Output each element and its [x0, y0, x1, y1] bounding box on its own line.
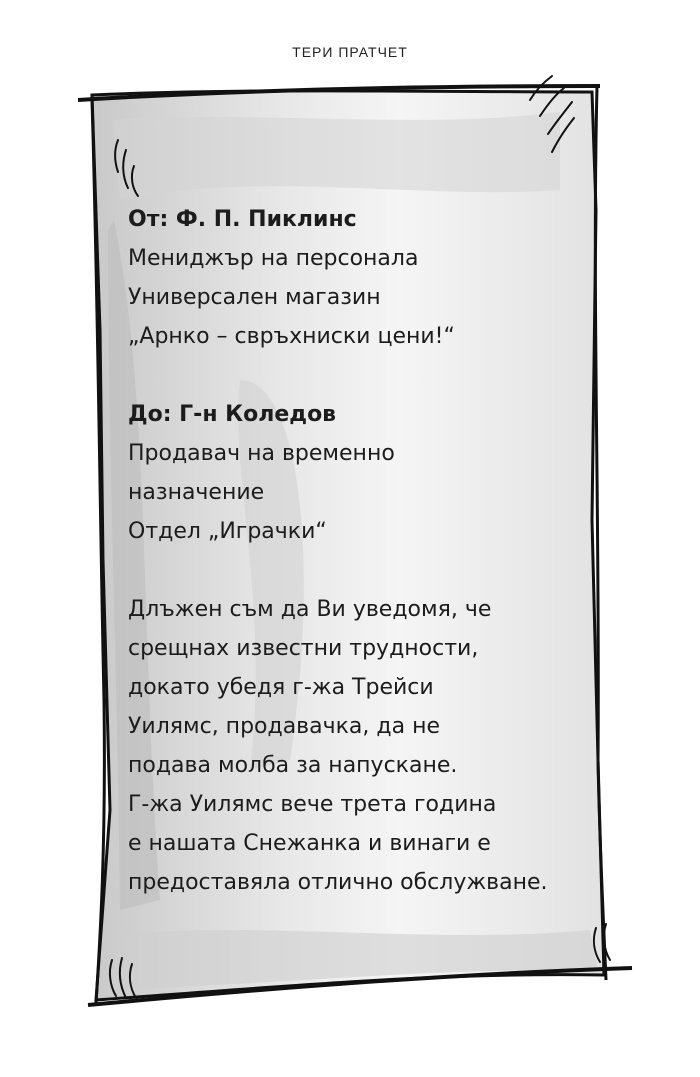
- body-line: Уилямс, продавачка, да не: [128, 714, 440, 739]
- sender-line: Мениджър на персонала: [128, 246, 419, 271]
- recipient-line: Продавач на временно: [128, 441, 395, 466]
- brush-wash-top: [112, 112, 560, 200]
- body-line: подава молба за напускане.: [128, 753, 458, 778]
- paragraph-gap: [128, 356, 628, 395]
- body-line: Длъжен съм да Ви уведомя, че: [128, 597, 492, 622]
- body-line: докато убедя г-жа Трейси: [128, 675, 434, 700]
- letter-text: [128, 200, 628, 902]
- sender-line: Универсален магазин: [128, 285, 381, 310]
- running-head: ТЕРИ ПРАТЧЕТ: [292, 44, 408, 60]
- body-line: Г-жа Уилямс вече трета година: [128, 792, 497, 817]
- body-line: срещнах известни трудности,: [128, 636, 479, 661]
- sender-heading: От: Ф. П. Пиклинс: [128, 207, 357, 232]
- recipient-line: назначение: [128, 480, 265, 505]
- body-line: е нашата Снежанка и винаги е: [128, 831, 491, 856]
- sender-line: „Арнко – свръхниски цени!“: [128, 324, 455, 349]
- recipient-line: Отдел „Играчки“: [128, 519, 327, 544]
- body-line: предоставяла отлично обслужване.: [128, 870, 548, 895]
- recipient-heading: До: Г-н Коледов: [128, 402, 337, 427]
- paragraph-gap: [128, 551, 628, 590]
